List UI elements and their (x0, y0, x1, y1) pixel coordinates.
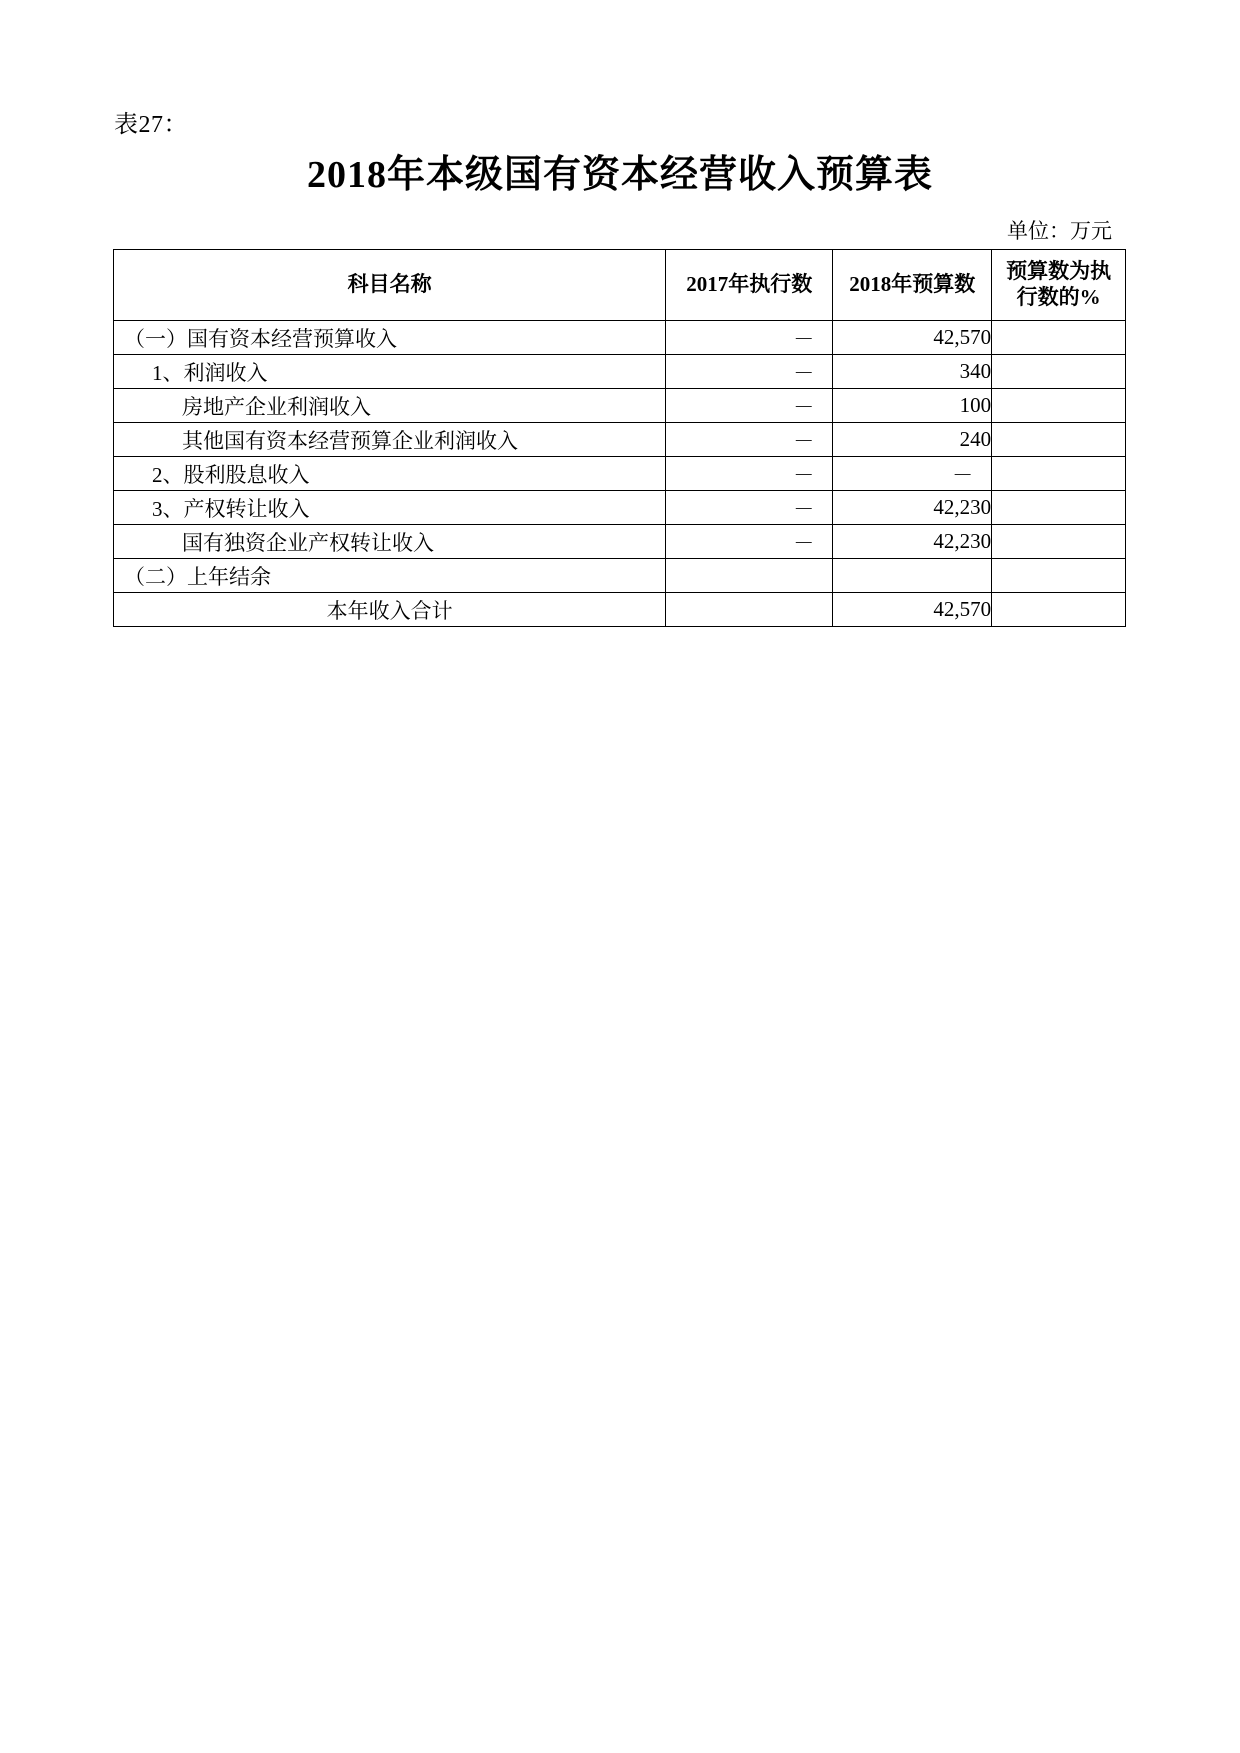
row-value-percent (992, 389, 1126, 423)
row-value-2018: － (833, 457, 992, 491)
row-value-2017: － (666, 321, 833, 355)
row-value-2018: 100 (833, 389, 992, 423)
column-header-2018: 2018年预算数 (833, 250, 992, 321)
table-row (114, 457, 1126, 491)
row-subject-name: 其他国有资本经营预算企业利润收入 (114, 423, 666, 457)
row-value-2018: 42,230 (833, 491, 992, 525)
row-subject-name: 1、利润收入 (114, 355, 666, 389)
table-row (114, 355, 1126, 389)
row-value-percent (992, 457, 1126, 491)
row-subject-name: （二）上年结余 (114, 559, 666, 593)
row-value-2018: 42,570 (833, 593, 992, 627)
row-value-2018: 42,230 (833, 525, 992, 559)
budget-table (113, 249, 1126, 627)
row-subject-name: 国有独资企业产权转让收入 (114, 525, 666, 559)
column-header-percent: 预算数为执行数的% (992, 250, 1126, 321)
row-subject-name: （一）国有资本经营预算收入 (114, 321, 666, 355)
row-value-percent (992, 491, 1126, 525)
row-value-2017: － (666, 525, 833, 559)
row-value-2017 (666, 593, 833, 627)
table-row (114, 321, 1126, 355)
table-header-row (114, 250, 1126, 321)
row-value-2017: － (666, 389, 833, 423)
row-value-percent (992, 525, 1126, 559)
row-subject-name: 房地产企业利润收入 (114, 389, 666, 423)
row-value-percent (992, 593, 1126, 627)
row-value-2018 (833, 559, 992, 593)
row-value-2018: 240 (833, 423, 992, 457)
table-row (114, 491, 1126, 525)
row-subject-name: 本年收入合计 (114, 593, 666, 627)
table-label: 表27： (114, 112, 188, 138)
row-value-percent (992, 423, 1126, 457)
column-header-2017: 2017年执行数 (666, 250, 833, 321)
row-value-2017: － (666, 355, 833, 389)
row-subject-name: 3、产权转让收入 (114, 491, 666, 525)
column-header-name: 科目名称 (114, 250, 666, 321)
row-subject-name: 2、股利股息收入 (114, 457, 666, 491)
table-row (114, 525, 1126, 559)
page-title: 2018年本级国有资本经营收入预算表 (306, 154, 933, 196)
table-row (114, 423, 1126, 457)
row-value-percent (992, 355, 1126, 389)
row-value-percent (992, 559, 1126, 593)
row-value-2017 (666, 559, 833, 593)
table-row (114, 559, 1126, 593)
row-value-2017: － (666, 457, 833, 491)
unit-note: 单位：万元 (1007, 219, 1112, 243)
table-row (114, 389, 1126, 423)
row-value-2017: － (666, 423, 833, 457)
row-value-2017: － (666, 491, 833, 525)
row-value-2018: 42,570 (833, 321, 992, 355)
row-value-2018: 340 (833, 355, 992, 389)
table-row (114, 593, 1126, 627)
row-value-percent (992, 321, 1126, 355)
